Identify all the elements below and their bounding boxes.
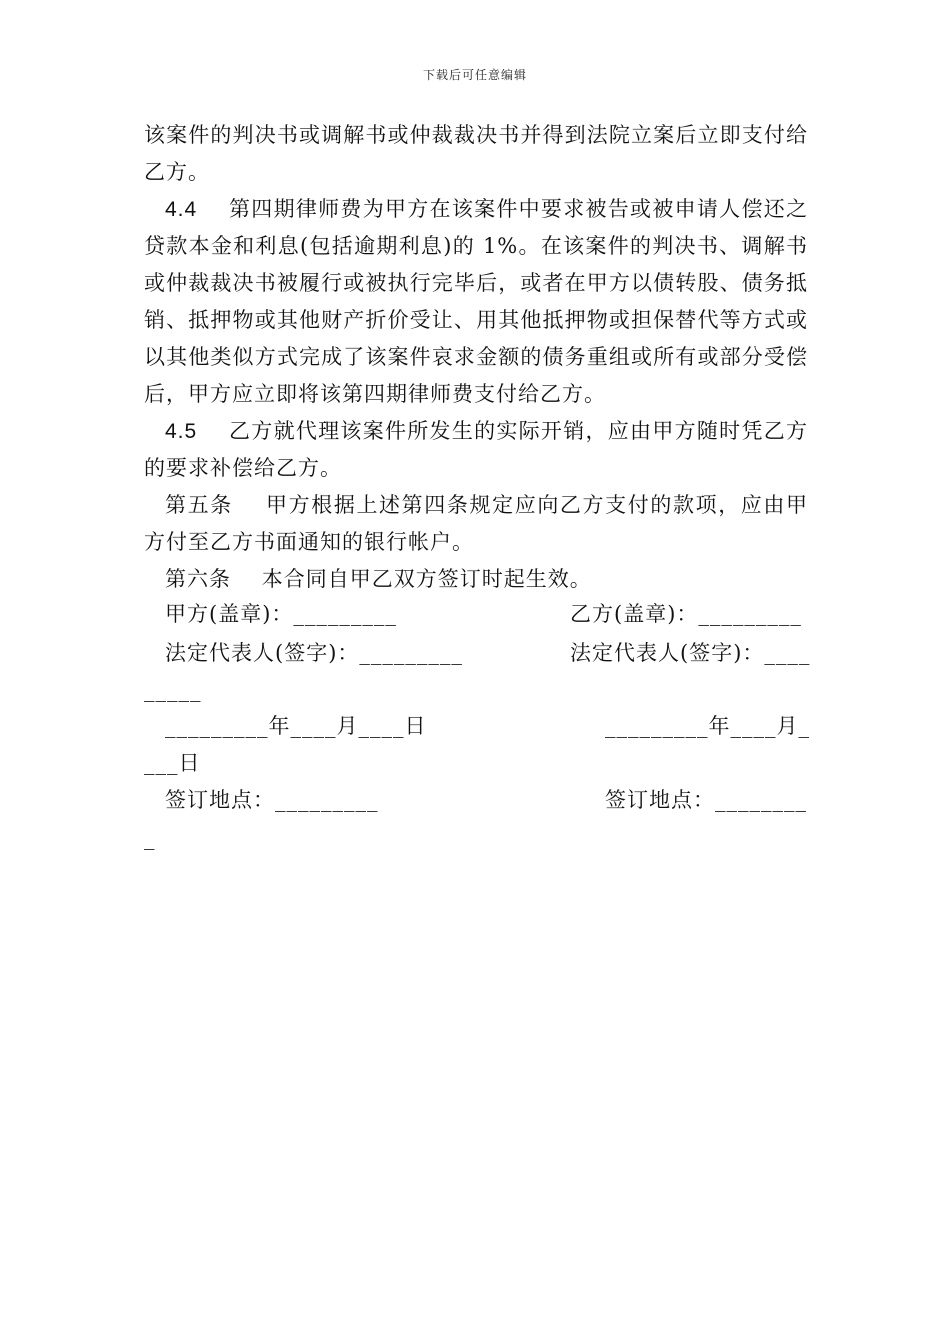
party-a-place: 签订地点：_________ bbox=[165, 788, 379, 812]
clause-number: 4.5 bbox=[165, 420, 198, 443]
article-title: 第六条 bbox=[165, 567, 231, 591]
clause-4-4 bbox=[144, 191, 808, 413]
party-b-date: _________年____月_ bbox=[605, 714, 810, 738]
article-text: 甲方根据上述第四条规定应向乙方支付的款项，应由甲方付至乙方书面通知的银行帐户。 bbox=[144, 493, 809, 554]
article-title: 第五条 bbox=[165, 493, 233, 517]
party-b-seal: 乙方(盖章)：_________ bbox=[570, 602, 802, 626]
clause-number: 4.4 bbox=[165, 198, 198, 221]
clause-text: 第四期律师费为甲方在该案件中要求被告或被申请人偿还之贷款本金和利息(包括逾期利息)的 1%。在该案件的判决书、调解书或仲裁裁决书被履行或被执行完毕后，或者在甲方以债转股、债务抵销、抵押物或其他财产折价受让、用其他抵押物或担保替代等方式或以其他类似方式完成了该案件哀求金额的债务重组或所有或部分受偿后，甲方应立即将该第四期律师费支付给乙方。 bbox=[144, 197, 809, 406]
party-b-place: 签订地点：________ bbox=[605, 788, 807, 812]
party-a-seal: 甲方(盖章)：_________ bbox=[165, 602, 397, 626]
party-b-date-wrap: ___日 bbox=[144, 751, 201, 775]
article-5 bbox=[144, 487, 808, 561]
header-note: 下载后可任意编辑 bbox=[422, 68, 527, 82]
party-b-place-wrap: _ bbox=[144, 826, 156, 850]
party-b-representative-wrap: _____ bbox=[144, 678, 202, 702]
article-6 bbox=[144, 561, 808, 598]
clause-4-5 bbox=[144, 413, 808, 487]
party-a-date: _________年____月____日 bbox=[165, 714, 427, 738]
party-a-representative: 法定代表人(签字)：_________ bbox=[165, 641, 463, 665]
contract-body bbox=[144, 117, 808, 598]
party-b-representative: 法定代表人(签字)：____ bbox=[570, 641, 811, 665]
clause-text: 乙方就代理该案件所发生的实际开销，应由甲方随时凭乙方的要求补偿给乙方。 bbox=[144, 419, 809, 480]
paragraph-continuation: 该案件的判决书或调解书或仲裁裁决书并得到法院立案后立即支付给乙方。 bbox=[144, 123, 808, 184]
article-text: 本合同自甲乙双方签订时起生效。 bbox=[261, 567, 592, 591]
